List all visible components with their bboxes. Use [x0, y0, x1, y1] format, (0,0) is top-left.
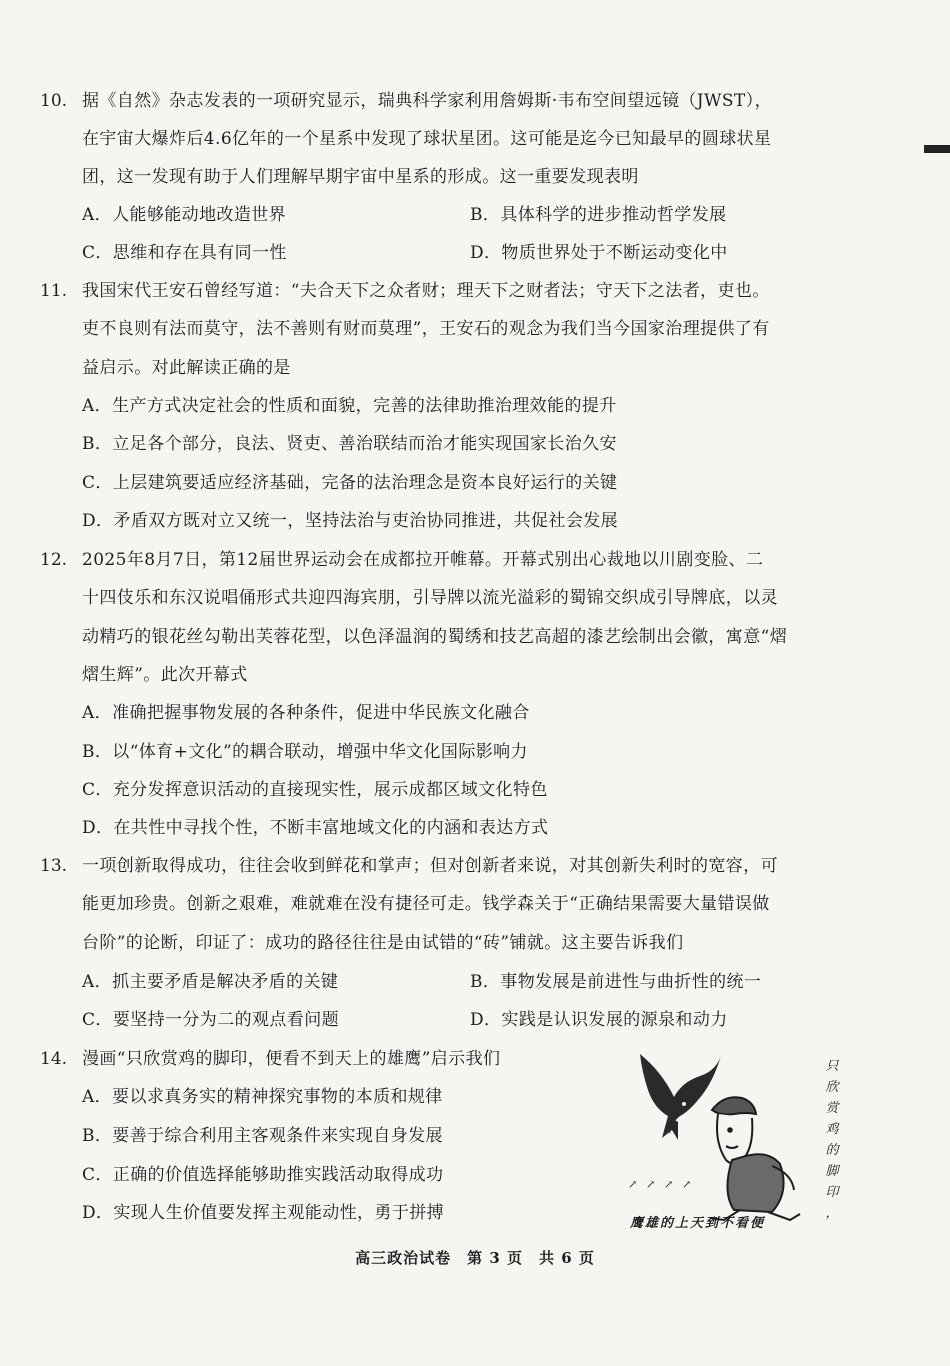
- option-a: A．准确把握事物发展的各种条件，促进中华民族文化融合: [82, 703, 530, 723]
- option-c: C．充分发挥意识活动的直接现实性，展示成都区域文化特色: [82, 780, 548, 800]
- question-stem-line: 十四伎乐和东汉说唱俑形式共迎四海宾朋，引导牌以流光溢彩的蜀锦交织成引导牌底，以灵: [82, 588, 778, 608]
- page-footer: 高三政治试卷 第 3 页 共 6 页: [355, 1249, 595, 1267]
- question-number: 13.: [40, 856, 68, 876]
- svg-text:↗: ↗: [682, 1178, 692, 1191]
- question-stem-line: 能更加珍贵。创新之艰难，难就难在没有捷径可走。钱学森关于“正确结果需要大量错误做: [82, 894, 770, 914]
- svg-text:↗: ↗: [646, 1178, 656, 1191]
- option-c: C．上层建筑要适应经济基础，完备的法治理念是资本良好运行的关键: [82, 473, 618, 493]
- man-figure-icon: [710, 1097, 800, 1220]
- svg-text:↗: ↗: [628, 1178, 638, 1191]
- question-stem-line: 据《自然》杂志发表的一项研究显示，瑞典科学家利用詹姆斯·韦布空间望远镜（JWST），: [82, 91, 772, 111]
- question-stem-line: 我国宋代王安石曾经写道：“夫合天下之众者财；理天下之财者法；守天下之法者，吏也。: [82, 281, 770, 301]
- option-b: B．以“体育+文化”的耦合联动，增强中华文化国际影响力: [82, 742, 528, 762]
- question-stem-line: 熠生辉”。此次开幕式: [82, 665, 248, 685]
- cartoon-vertical-caption: 只 欣 赏 鸡 的 脚 印 ，: [825, 1059, 839, 1221]
- option-d: D．实现人生价值要发挥主观能动性，勇于拼搏: [82, 1203, 445, 1223]
- option-d: D．在共性中寻找个性，不断丰富地域文化的内涵和表达方式: [82, 818, 549, 838]
- option-b: B．要善于综合利用主客观条件来实现自身发展: [82, 1126, 443, 1146]
- option-d: D．实践是认识发展的源泉和动力: [470, 1010, 728, 1030]
- question-stem-line: 动精巧的银花丝勾勒出芙蓉花型，以色泽温润的蜀绣和技艺高超的漆艺绘制出会徽，寓意“熠: [82, 627, 788, 647]
- question-stem-line: 漫画“只欣赏鸡的脚印，便看不到天上的雄鹰”启示我们: [82, 1049, 501, 1069]
- question-stem-line: 一项创新取得成功，往往会收到鲜花和掌声；但对创新者来说，对其创新失利时的宽容，可: [82, 856, 778, 876]
- option-a: A．抓主要矛盾是解决矛盾的关键: [82, 972, 339, 992]
- option-b: B．事物发展是前进性与曲折性的统一: [470, 972, 762, 992]
- question-number: 14.: [40, 1049, 68, 1069]
- option-d: D．矛盾双方既对立又统一，坚持法治与吏治协同推进，共促社会发展: [82, 511, 619, 531]
- question-stem-line: 2025年8月7日，第12届世界运动会在成都拉开帷幕。开幕式别出心裁地以川剧变脸、二: [82, 550, 764, 570]
- question-number: 12.: [40, 550, 68, 570]
- question-stem-line: 台阶”的论断，印证了：成功的路径往往是由试错的“砖”铺就。这主要告诉我们: [82, 933, 684, 953]
- svg-text:↗: ↗: [664, 1178, 674, 1191]
- option-c: C．正确的价值选择能够助推实践活动取得成功: [82, 1165, 444, 1185]
- question-number: 11.: [40, 281, 68, 301]
- option-c: C．要坚持一分为二的观点看问题: [82, 1010, 340, 1030]
- option-a: A．人能够能动地改造世界: [82, 205, 287, 225]
- question-stem-line: 团，这一发现有助于人们理解早期宇宙中星系的形成。这一重要发现表明: [82, 167, 639, 187]
- question-stem-line: 吏不良则有法而莫守，法不善则有财而莫理”，王安石的观念为我们当今国家治理提供了有: [82, 319, 770, 339]
- option-d: D．物质世界处于不断运动变化中: [470, 243, 728, 263]
- option-c: C．思维和存在具有同一性: [82, 243, 287, 263]
- margin-mark: [924, 145, 950, 153]
- option-a: A．要以求真务实的精神探究事物的本质和规律: [82, 1087, 443, 1107]
- question-number: 10.: [40, 91, 68, 111]
- eagle-icon: [640, 1052, 722, 1140]
- option-a: A．生产方式决定社会的性质和面貌，完善的法律助推治理效能的提升: [82, 396, 617, 416]
- option-b: B．具体科学的进步推动哲学发展: [470, 205, 727, 225]
- option-b: B．立足各个部分，良法、贤吏、善治联结而治才能实现国家长治久安: [82, 434, 617, 454]
- footprints-icon: [628, 1178, 691, 1191]
- cartoon-bottom-caption: 鹰雄的上天到不看便: [630, 1216, 766, 1231]
- question-stem-line: 在宇宙大爆炸后4.6亿年的一个星系中发现了球状星团。这可能是迄今已知最早的圆球状星: [82, 129, 772, 149]
- question-stem-line: 益启示。对此解读正确的是: [82, 358, 291, 378]
